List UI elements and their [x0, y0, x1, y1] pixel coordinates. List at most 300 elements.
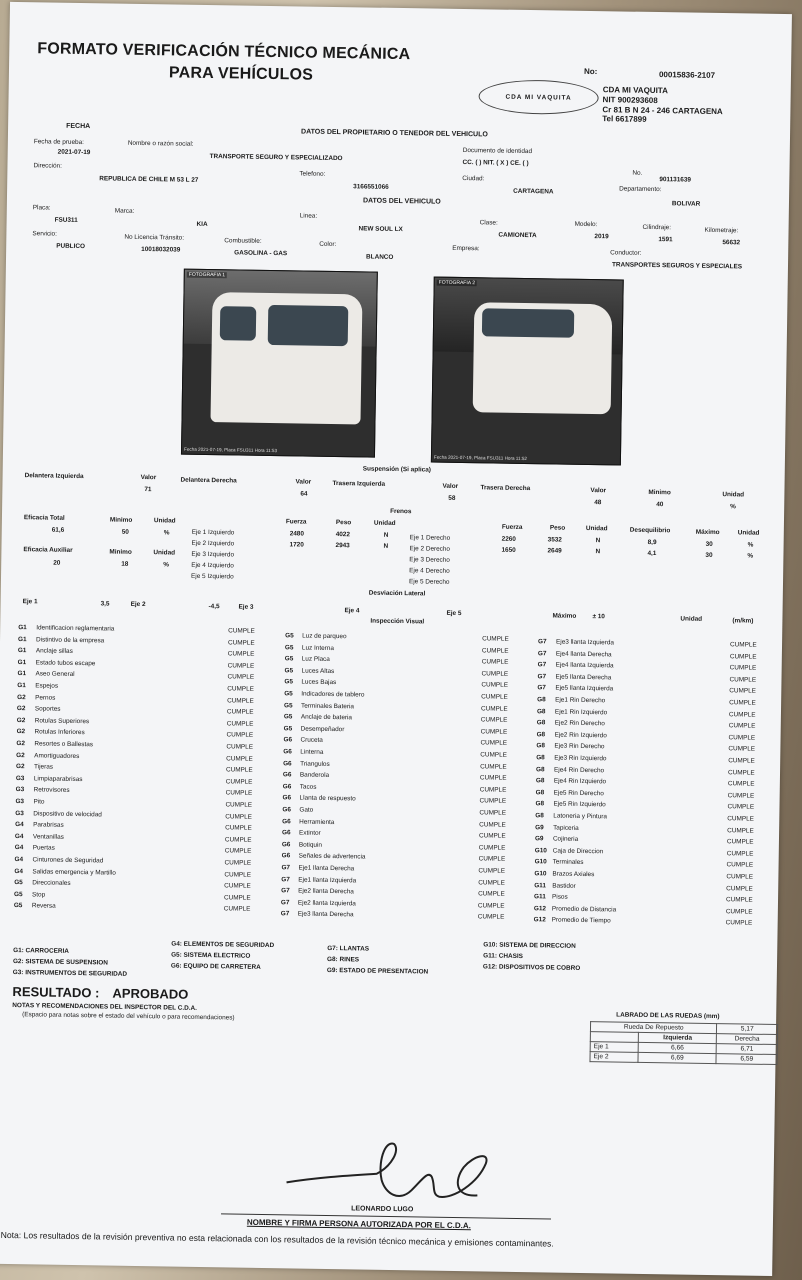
insp-status-c3: CUMPLE [725, 896, 753, 904]
insp-status-c2: CUMPLE [479, 809, 507, 817]
insp-item-c3: Pisos [551, 893, 568, 901]
desv-unit-value: (m/km) [732, 617, 754, 625]
insp-status-c3: CUMPLE [729, 641, 757, 649]
insp-group-c1: G4 [15, 821, 24, 829]
efic-aux-unit-label: Unidad [153, 549, 176, 557]
eje2-der-unidad: N [595, 548, 601, 556]
owner-address-label: Dirección: [33, 162, 62, 170]
eje1-izq: Eje 1 Izquierdo [191, 528, 235, 537]
insp-group-c1: G2 [16, 728, 26, 736]
insp-group-c2: G7 [280, 910, 290, 918]
insp-item-c2: Luz Interna [301, 644, 334, 652]
owner-section: DATOS DEL PROPIETARIO O TENEDOR DEL VEHICULO [300, 128, 488, 139]
repuesto-label: Rueda De Repuesto [590, 1022, 717, 1034]
photo-1-caption: Fecha 2021-07-19, Placa FSU311 Hora 11:53 [184, 446, 278, 454]
insp-status-c2: CUMPLE [481, 658, 509, 666]
insp-item-c3: Eje1 Rin Izquierdo [554, 708, 608, 716]
insp-status-c3: CUMPLE [727, 792, 755, 800]
insp-item-c2: Extintor [298, 829, 321, 838]
insp-group-c1: G2 [16, 716, 26, 724]
insp-status-c3: CUMPLE [727, 826, 754, 835]
insp-group-c3: G12 [533, 904, 547, 913]
unidad-label-far: Unidad [737, 529, 760, 537]
color-value: BLANCO [366, 253, 394, 261]
insp-item-c1: Pito [33, 798, 45, 806]
eje2-der-max: 30 [705, 551, 713, 559]
form-title-line1: FORMATO VERIFICACIÓN TÉCNICO MECÁNICA [37, 40, 411, 64]
insp-status-c3: CUMPLE [729, 699, 756, 707]
insp-status-c3: CUMPLE [727, 803, 755, 812]
insp-group-c2: G7 [281, 875, 290, 883]
insp-status-c1: CUMPLE [227, 685, 254, 693]
eje1-der-pct: % [747, 541, 754, 549]
insp-item-c3: Eje3 Rin Izquierdo [554, 754, 607, 763]
insp-status-c3: CUMPLE [728, 734, 756, 742]
labrado-title: LABRADO DE LAS RUEDAS (mm) [616, 1011, 720, 1021]
insp-group-c2: G6 [282, 771, 292, 779]
eje1-der-deseq: 8,9 [647, 538, 657, 547]
inspector-name: LEONARDO LUGO [351, 1205, 414, 1214]
cda-logo-text: CDA MI VAQUITA [505, 93, 572, 102]
notas-subtitle: (Espacio para notas sobre el estado del vehículo o para recomendaciones) [22, 1011, 235, 1022]
insp-item-c1: Tijeras [33, 763, 54, 771]
vehicle-section: DATOS DEL VEHICULO [362, 197, 441, 206]
owner-dept-value: BOLIVAR [671, 200, 701, 208]
insp-item-c3: Eje5 Rin Izquierdo [553, 800, 606, 809]
insp-item-c2: Eje1 llanta Derecha [298, 864, 355, 873]
insp-status-c3: CUMPLE [726, 884, 753, 893]
insp-status-c2: CUMPLE [479, 786, 507, 794]
eje3-der: Eje 3 Derecho [409, 556, 450, 564]
unidad-label-left: Unidad [373, 519, 396, 527]
insp-item-c3: Brazos Axiales [552, 870, 595, 879]
owner-no-label: No. [632, 169, 643, 177]
marca-label: Marca: [114, 207, 135, 215]
insp-item-c2: Eje1 llanta Izquierda [298, 876, 357, 884]
insp-status-c2: CUMPLE [480, 762, 507, 771]
car-side-window [220, 306, 257, 341]
fecha-value: 2021-07-19 [57, 148, 91, 157]
efic-min-label: Minimo [109, 516, 133, 524]
suspension-section: Suspensión (Si aplica) [362, 465, 431, 474]
frenos-section: Frenos [390, 507, 412, 516]
owner-city-value: CARTAGENA [513, 187, 554, 196]
insp-group-c1: G1 [17, 647, 27, 655]
eje1-der-peso: 3532 [547, 536, 562, 544]
insp-status-c2: CUMPLE [478, 844, 506, 852]
insp-status-c2: CUMPLE [481, 646, 509, 655]
susp-ti-value: 58 [448, 494, 456, 502]
insp-group-c1: G1 [18, 624, 27, 632]
linea-label: Linea: [299, 212, 318, 220]
insp-group-c3: G8 [537, 696, 546, 704]
insp-group-c1: G5 [13, 902, 23, 910]
insp-group-c3: G9 [534, 835, 544, 843]
fecha-section: FECHA [66, 122, 91, 131]
insp-status-c1: CUMPLE [225, 789, 253, 798]
desv-eje1-value: 3,5 [100, 600, 110, 608]
insp-item-c3: Eje3 Rin Derecho [554, 742, 605, 751]
insp-status-c1: CUMPLE [228, 627, 255, 635]
insp-item-c3: Terminales [552, 858, 584, 867]
insp-status-c3: CUMPLE [727, 780, 755, 788]
insp-item-c2: Luces Altas [301, 667, 335, 675]
insp-group-c1: G5 [13, 890, 23, 898]
insp-group-c2: G7 [281, 887, 290, 895]
insp-status-c1: CUMPLE [226, 743, 254, 751]
desv-eje4-label: Eje 4 [344, 607, 360, 615]
insp-group-c2: G5 [284, 678, 293, 686]
insp-item-c1: Estado tubos escape [35, 659, 96, 668]
insp-item-c1: Retrovisores [33, 786, 70, 795]
insp-status-c3: CUMPLE [725, 908, 753, 916]
insp-item-c2: Eje2 llanta Derecha [298, 887, 354, 896]
insp-status-c2: CUMPLE [477, 902, 505, 910]
insp-status-c2: CUMPLE [481, 670, 509, 678]
combustible-value: GASOLINA - GAS [234, 249, 288, 258]
insp-item-c1: Anclaje sillas [35, 647, 73, 656]
insp-status-c2: CUMPLE [480, 751, 507, 759]
insp-status-c3: CUMPLE [726, 838, 754, 846]
eje2-der-fuerza: 1650 [501, 546, 516, 554]
max-label: Máximo [695, 528, 720, 537]
insp-group-c3: G9 [535, 823, 544, 831]
insp-status-c3: CUMPLE [726, 873, 754, 881]
insp-group-c1: G4 [14, 867, 23, 875]
insp-group-c2: G5 [284, 667, 294, 675]
insp-group-c1: G2 [16, 751, 25, 759]
insp-item-c3: Promedio de Tiempo [551, 916, 611, 925]
insp-group-c3: G8 [536, 742, 546, 750]
insp-status-c2: CUMPLE [480, 739, 508, 748]
insp-item-c1: Reversa [31, 902, 56, 911]
insp-status-c2: CUMPLE [481, 681, 509, 690]
susp-dd-label: Delantera Derecha [180, 476, 237, 485]
fecha-label: Fecha de prueba: [33, 138, 85, 147]
susp-ti-val-label: Valor [442, 482, 459, 490]
legend-g4: G4: ELEMENTOS DE SEGURIDAD [171, 940, 275, 950]
owner-no-value: 901131639 [659, 176, 692, 184]
insp-item-c2: Indicadores de tablero [301, 690, 365, 699]
resultado-value: APROBADO [112, 985, 189, 1002]
insp-item-c2: Señales de advertencia [298, 852, 366, 861]
insp-item-c2: Llanta de respuesto [299, 794, 356, 803]
insp-status-c3: CUMPLE [729, 687, 757, 696]
insp-status-c2: CUMPLE [480, 728, 508, 736]
insp-item-c1: Identificacion reglamentaria [36, 624, 115, 633]
insp-group-c3: G12 [533, 916, 546, 924]
photo-1-label: FOTOGRAFIA 1 [188, 271, 226, 279]
susp-di-label: Delantera Izquierda [24, 472, 84, 481]
insp-group-c2: G6 [281, 852, 291, 860]
insp-item-c2: Banderola [299, 771, 330, 780]
insp-status-c1: CUMPLE [224, 847, 252, 856]
insp-status-c2: CUMPLE [480, 716, 508, 724]
owner-phone-value: 3166551066 [353, 183, 389, 191]
insp-status-c2: CUMPLE [477, 913, 505, 922]
color-label: Color: [319, 240, 337, 249]
insp-status-c1: CUMPLE [225, 812, 252, 821]
insp-item-c1: Pernos [35, 693, 56, 702]
insp-item-c2: Cruceta [300, 736, 323, 745]
insp-item-c3: Eje4 llanta Izquierda [555, 661, 614, 670]
insp-status-c2: CUMPLE [482, 635, 509, 643]
labrado-table [589, 1021, 778, 1065]
inspeccion-section: Inspección Visual [370, 617, 425, 626]
cda-name: CDA MI VAQUITA [602, 85, 668, 96]
insp-group-c3: G8 [536, 731, 546, 739]
insp-item-c3: Eje2 Rin Derecho [554, 719, 605, 728]
clase-value: CAMIONETA [498, 231, 537, 240]
owner-name-value: TRANSPORTE SEGURO Y ESPECIALIZADO [209, 153, 343, 163]
efic-total-unit: % [163, 529, 170, 537]
km-value: 56632 [722, 239, 741, 247]
insp-status-c3: CUMPLE [727, 768, 755, 777]
insp-group-c1: G3 [15, 798, 25, 806]
insp-item-c1: Parabrisas [33, 821, 64, 829]
eje2-izq-peso: 2943 [335, 542, 350, 550]
insp-group-c2: G5 [283, 713, 293, 721]
desv-eje1-label: Eje 1 [22, 598, 38, 606]
modelo-label: Modelo: [574, 220, 598, 229]
legend-g6: G6: EQUIPO DE CARRETERA [170, 962, 261, 971]
desviacion-section: Desviación Lateral [368, 589, 426, 598]
insp-status-c3: CUMPLE [729, 652, 757, 661]
photo-2-caption: Fecha 2021-07-19, Placa FSU311 Hora 11:52 [433, 454, 528, 462]
insp-status-c1: CUMPLE [225, 824, 252, 832]
insp-status-c3: CUMPLE [728, 722, 756, 730]
legend-g3: G3: INSTRUMENTOS DE SEGURIDAD [12, 969, 128, 978]
insp-group-c1: G1 [17, 670, 27, 678]
placa-value: FSU311 [54, 216, 78, 224]
susp-unit-label: Unidad [722, 491, 745, 499]
insp-group-c2: G6 [282, 806, 291, 814]
desv-eje2-value: -4,5 [208, 603, 220, 611]
cda-nit: NIT 900293608 [602, 95, 658, 106]
insp-group-c3: G8 [535, 777, 545, 785]
peso-label-right: Peso [549, 524, 566, 532]
insp-item-c3: Eje4 Rin Izquierdo [553, 777, 607, 786]
insp-item-c3: Eje5 llanta Derecha [555, 673, 612, 682]
fuerza-label-left: Fuerza [285, 518, 307, 526]
susp-di-value: 71 [144, 486, 152, 494]
insp-status-c1: CUMPLE [224, 859, 252, 867]
insp-item-c2: Luz de parqueo [302, 632, 347, 641]
efic-total-min: 50 [121, 528, 129, 536]
insp-item-c2: Desempeñador [300, 725, 345, 733]
insp-group-c1: G2 [16, 740, 25, 748]
insp-status-c2: CUMPLE [478, 832, 506, 840]
insp-item-c3: Eje5 llanta Izquierda [555, 684, 614, 693]
form-no-label: No: [583, 66, 598, 77]
cda-phone: Tel 6617899 [602, 114, 647, 124]
insp-group-c1: G1 [17, 682, 26, 690]
owner-name-label: Nombre o razón social: [127, 139, 194, 148]
insp-status-c3: CUMPLE [726, 861, 754, 870]
cilindraje-value: 1591 [658, 236, 673, 244]
insp-group-c1: G2 [17, 693, 26, 701]
insp-group-c3: G8 [535, 789, 545, 797]
conductor-label: Conductor: [610, 249, 642, 257]
insp-status-c2: CUMPLE [479, 774, 507, 782]
insp-item-c2: Eje3 llanta Derecha [297, 910, 354, 919]
labrado-eje1-der: 6,71 [717, 1044, 778, 1055]
insp-status-c1: CUMPLE [226, 754, 253, 763]
efic-aux-label: Eficacia Auxiliar [23, 546, 73, 554]
empresa-label: Empresa: [452, 244, 480, 253]
insp-item-c1: Stop [31, 891, 46, 899]
insp-item-c2: Gato [299, 806, 314, 814]
insp-item-c1: Rotulas Inferiores [34, 728, 85, 737]
eje1-der: Eje 1 Derecho [409, 534, 451, 542]
insp-group-c3: G11 [534, 881, 547, 889]
insp-group-c3: G8 [536, 754, 545, 762]
labrado-eje2-der: 6,59 [716, 1054, 777, 1065]
licencia-label: No Licencia Tránsito: [124, 233, 185, 242]
insp-item-c3: Eje4 llanta Derecha [555, 650, 612, 658]
insp-item-c1: Rotulas Superiores [34, 717, 90, 725]
legend-g12: G12: DISPOSITIVOS DE COBRO [482, 963, 581, 972]
insp-status-c1: CUMPLE [226, 731, 254, 740]
insp-status-c3: CUMPLE [725, 919, 753, 928]
eje1-izq-unidad: N [383, 531, 389, 539]
susp-dd-val-label: Valor [295, 478, 312, 486]
eje2-izq-fuerza: 1720 [289, 541, 304, 549]
insp-status-c2: CUMPLE [479, 820, 506, 829]
eje4-der: Eje 4 Derecho [409, 567, 450, 575]
licencia-value: 10018032039 [141, 245, 181, 254]
insp-item-c1: Dispositivo de velocidad [33, 809, 102, 818]
km-label: Kilometraje: [704, 226, 739, 235]
insp-group-c3: G8 [535, 812, 544, 820]
cilindraje-label: Cilindraje: [642, 223, 672, 232]
insp-status-c1: CUMPLE [227, 673, 255, 682]
efic-aux-unit: % [163, 561, 169, 569]
conductor-value: TRANSPORTES SEGUROS Y ESPECIALES [611, 261, 743, 271]
efic-aux-min: 18 [121, 560, 129, 568]
eje2-der: Eje 2 Derecho [409, 545, 451, 553]
insp-status-c1: CUMPLE [227, 650, 255, 658]
insp-group-c3: G7 [537, 673, 547, 681]
labrado-eje2: Eje 2 [590, 1052, 638, 1063]
insp-group-c2: G5 [285, 632, 294, 640]
insp-item-c1: Puertas [32, 844, 55, 853]
combustible-label: Combustible: [224, 237, 262, 245]
insp-group-c2: G7 [280, 899, 290, 907]
efic-aux-min-label: Minimo [109, 548, 132, 556]
insp-group-c2: G5 [283, 725, 293, 733]
insp-item-c1: Salidas emergencia y Martillo [32, 867, 116, 877]
insp-status-c3: CUMPLE [729, 664, 757, 672]
insp-group-c3: G8 [535, 800, 545, 808]
legend-g10: G10: SISTEMA DE DIRECCION [483, 941, 576, 950]
insp-status-c1: CUMPLE [227, 662, 255, 670]
desv-eje2-label: Eje 2 [130, 600, 146, 609]
insp-status-c2: CUMPLE [481, 693, 508, 701]
owner-doc-label: Documento de identidad [462, 146, 533, 156]
insp-item-c3: Eje4 Rin Derecho [554, 766, 605, 774]
insp-status-c3: CUMPLE [728, 745, 756, 754]
insp-group-c1: G1 [17, 658, 27, 666]
insp-item-c1: Espejos [35, 682, 59, 690]
insp-status-c1: CUMPLE [225, 801, 253, 809]
insp-group-c2: G6 [282, 817, 291, 825]
insp-group-c1: G3 [15, 774, 25, 782]
insp-item-c1: Resortes o Ballestas [34, 740, 94, 749]
insp-group-c3: G8 [536, 707, 546, 715]
legend-g2: G2: SISTEMA DE SUSPENSION [12, 958, 108, 967]
insp-status-c1: CUMPLE [224, 870, 252, 879]
insp-status-c1: CUMPLE [223, 905, 251, 914]
insp-group-c1: G2 [15, 763, 25, 771]
insp-status-c2: CUMPLE [478, 890, 505, 898]
insp-status-c1: CUMPLE [226, 708, 254, 716]
eje5-izq: Eje 5 Izquierdo [190, 572, 234, 581]
insp-group-c1: G3 [15, 786, 25, 794]
placa-label: Placa: [32, 204, 51, 212]
notas-title: NOTAS Y RECOMENDACIONES DEL INSPECTOR DEL C.D.A. [12, 1002, 197, 1012]
insp-item-c3: Bastidor [552, 882, 576, 890]
susp-ti-label: Trasera Izquierda [332, 479, 386, 488]
insp-status-c2: CUMPLE [478, 855, 506, 864]
legend-g5: G5: SISTEMA ELECTRICO [171, 951, 251, 960]
insp-item-c3: Eje3 llanta Izquierda [556, 638, 615, 647]
insp-group-c2: G5 [284, 655, 294, 663]
insp-item-c3: Promedio de Distancia [551, 905, 617, 914]
legend-g9: G9: ESTADO DE PRESENTACION [326, 966, 429, 976]
insp-item-c3: Cojineria [552, 835, 579, 844]
desv-max-label: Máximo [552, 612, 577, 620]
insp-group-c3: G7 [538, 638, 547, 646]
insp-item-c2: Luz Placa [301, 655, 330, 664]
insp-group-c2: G6 [283, 748, 292, 756]
insp-group-c3: G10 [534, 858, 547, 866]
insp-group-c2: G5 [283, 701, 293, 709]
insp-item-c1: Amortiguadores [34, 751, 80, 760]
car-rear-window [268, 305, 349, 346]
insp-group-c3: G7 [537, 649, 547, 657]
insp-group-c3: G10 [534, 870, 547, 878]
insp-group-c2: G6 [281, 841, 291, 849]
labrado-eje1-izq: 6,66 [638, 1042, 717, 1053]
servicio-value: PUBLICO [56, 242, 86, 251]
insp-status-c1: CUMPLE [226, 720, 254, 728]
insp-item-c2: Herramienta [299, 818, 335, 826]
insp-group-c1: G4 [14, 832, 24, 840]
eje2-izq-unidad: N [383, 542, 389, 550]
eje3-izq: Eje 3 Izquierdo [191, 550, 235, 559]
susp-unit-value: % [730, 503, 736, 511]
insp-item-c1: Soportes [34, 705, 61, 713]
modelo-value: 2019 [594, 233, 609, 241]
desv-unit-label: Unidad [680, 615, 703, 623]
insp-status-c3: CUMPLE [728, 757, 755, 765]
clase-label: Clase: [479, 219, 498, 227]
eje2-der-deseq: 4,1 [647, 549, 657, 558]
resultado-label: RESULTADO : [12, 984, 100, 1001]
desv-max-value: ± 10 [592, 613, 605, 621]
insp-status-c1: CUMPLE [225, 778, 253, 786]
insp-group-c1: G5 [14, 879, 23, 887]
susp-td-val-label: Valor [590, 487, 607, 495]
insp-item-c2: Terminales Bateria [300, 702, 355, 710]
eje5-der: Eje 5 Derecho [408, 578, 450, 586]
eje2-izq: Eje 2 Izquierdo [191, 539, 235, 548]
susp-td-value: 48 [594, 499, 602, 507]
cda-address: Cr 81 B N 24 - 246 CARTAGENA [602, 105, 723, 117]
insp-item-c2: Botiquin [298, 841, 323, 849]
insp-status-c1: CUMPLE [223, 894, 251, 902]
